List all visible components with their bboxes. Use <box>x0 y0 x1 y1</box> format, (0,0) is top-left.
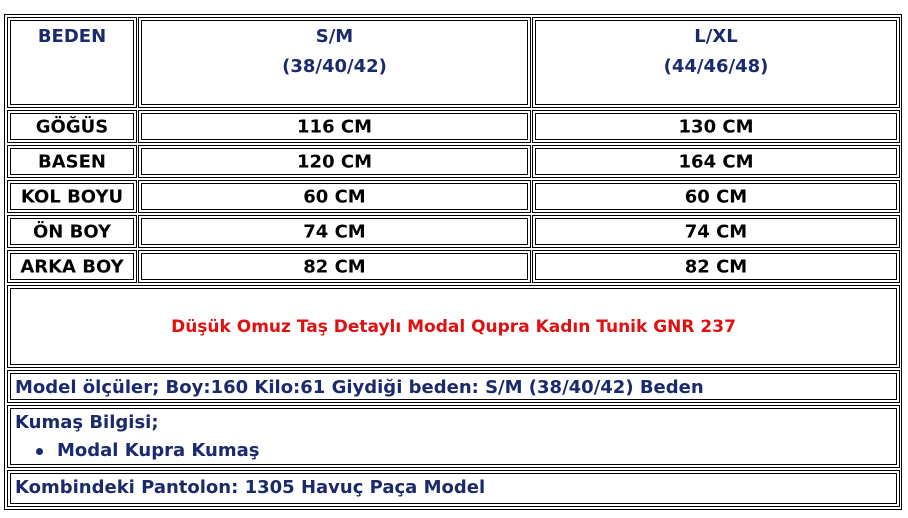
size-sm-label: S/M <box>315 26 354 47</box>
row-value-sm <box>138 180 531 213</box>
header-size-lxl-cell <box>532 17 900 108</box>
size-lxl-label: L/XL <box>694 26 738 47</box>
row-label-cell <box>7 250 137 283</box>
row-value-sm <box>138 215 531 248</box>
row-value-sm <box>138 250 531 283</box>
value-text: 116 CM <box>297 116 372 137</box>
bullet-icon <box>36 448 43 455</box>
product-title: Düşük Omuz Taş Detaylı Modal Qupra Kadın Tunik GNR 237 <box>171 317 736 337</box>
value-text: 74 CM <box>684 221 748 242</box>
value-text: 60 CM <box>303 186 366 207</box>
value-text: 60 CM <box>684 186 748 207</box>
row-value-sm <box>138 110 531 143</box>
product-title-cell <box>7 285 900 368</box>
value-text: 120 CM <box>297 151 372 172</box>
row-value-lxl <box>532 110 900 143</box>
row-label-cell <box>7 110 137 143</box>
row-value-lxl <box>532 145 900 178</box>
header-label: BEDEN <box>37 26 107 47</box>
row-label: GÖĞÜS <box>35 116 109 137</box>
value-text: 74 CM <box>303 221 366 242</box>
header-label-cell <box>7 17 137 108</box>
model-info: Model ölçüler; Boy:160 Kilo:61 Giydiği beden: S/M (38/40/42) Beden <box>15 377 704 398</box>
size-lxl-range: (44/46/48) <box>663 56 769 77</box>
value-text: 82 CM <box>303 256 366 277</box>
value-text: 130 CM <box>678 116 754 137</box>
row-value-sm <box>138 145 531 178</box>
row-label-cell <box>7 215 137 248</box>
size-sm-range: (38/40/42) <box>282 56 387 77</box>
fabric-info-cell <box>7 405 900 468</box>
fabric-item-label: Modal Kupra Kumaş <box>57 440 260 461</box>
fabric-heading: Kumaş Bilgisi; <box>15 412 159 433</box>
row-label-cell <box>7 180 137 213</box>
row-label: KOL BOYU <box>20 186 124 207</box>
row-value-lxl <box>532 180 900 213</box>
fabric-item <box>36 440 899 461</box>
row-value-lxl <box>532 250 900 283</box>
row-value-lxl <box>532 215 900 248</box>
row-label-cell <box>7 145 137 178</box>
combination-cell <box>7 470 900 507</box>
value-text: 164 CM <box>678 151 754 172</box>
header-size-sm-cell <box>138 17 531 108</box>
row-label: ÖN BOY <box>32 221 112 242</box>
combination-info: Kombindeki Pantolon: 1305 Havuç Paça Model <box>15 477 486 498</box>
row-label: BASEN <box>38 151 106 172</box>
value-text: 82 CM <box>684 256 748 277</box>
row-label: ARKA BOY <box>20 256 124 277</box>
model-info-cell <box>7 370 900 403</box>
